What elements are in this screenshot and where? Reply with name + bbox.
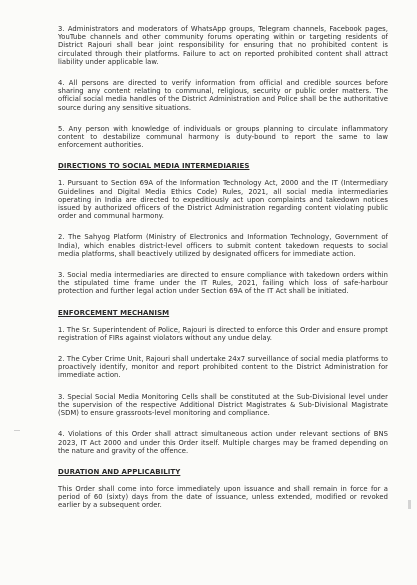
scan-mark	[14, 430, 20, 431]
paragraph: 3. Administrators and moderators of WhatsApp groups, Telegram channels, Facebook pages, YouTube channels and other community forums operating within or targeting residents of District Rajouri shall bear joint responsibility for ensuring that no prohibited content is circulated through their platforms. Failure to act on reported prohibited content shall attract liability under applicable law.	[58, 25, 388, 66]
paragraph: 2. The Sahyog Platform (Ministry of Electronics and Information Technology, Government of India), which enables district-level officers to submit content takedown requests to social media platforms, shall beactively utilized by designated officers for immediate action.	[58, 233, 388, 258]
paragraph: 4. Violations of this Order shall attract simultaneous action under relevant sections of BNS 2023, IT Act 2000 and under this Order itself. Multiple charges may be framed depending on the nature and gravity of the offence.	[58, 430, 388, 455]
paragraph: 5. Any person with knowledge of individuals or groups planning to circulate inflammatory content to destabilize communal harmony is duty-bound to report the same to law enforcement authorities.	[58, 124, 388, 150]
section-heading: ENFORCEMENT MECHANISM	[58, 308, 170, 317]
paragraph: 1. Pursuant to Section 69A of the Information Technology Act, 2000 and the IT (Intermediary Guidelines and Digital Media Ethics Code) Rules, 2021, all social media intermediaries operating in India are directed to expeditiously act upon complaints and takedown notices issued by authorized officers of the District Administration regarding content violating public order and communal harmony.	[58, 179, 388, 221]
enforcement-section	[58, 309, 388, 455]
intermediaries-section	[58, 162, 388, 295]
duration-section	[58, 468, 388, 510]
paragraph: 1. The Sr. Superintendent of Police, Rajouri is directed to enforce this Order and ensure prompt registration of FIRs against violators without any undue delay.	[58, 325, 388, 342]
paragraph: This Order shall come into force immediately upon issuance and shall remain in force for a period of 60 (sixty) days from the date of issuance, unless extended, modified or revoked earlier by a subsequent order.	[58, 484, 388, 510]
paragraph: 4. All persons are directed to verify information from official and credible sources before sharing any content relating to communal, religious, security or public order matters. The official social media handles of the District Administration and Police shall be the authoritative source during any sensitive situations.	[58, 79, 388, 112]
paragraph: 3. Social media intermediaries are directed to ensure compliance with takedown orders within the stipulated time frame under the IT Rules, 2021, failing which loss of safe-harbour protection and further legal action under Section 69A of the IT Act shall be initiated.	[58, 271, 388, 296]
scan-mark	[408, 500, 411, 509]
continuation-section	[58, 25, 388, 149]
paragraph: 3. Special Social Media Monitoring Cells shall be constituted at the Sub-Divisional level under the supervision of the respective Additional District Magistrates & Sub-Divisional Magistrate (SDM) to ensure grassroots-level monitoring and compliance.	[58, 392, 388, 418]
section-heading: DURATION AND APPLICABILITY	[58, 467, 181, 476]
document-body	[58, 25, 388, 523]
paragraph: 2. The Cyber Crime Unit, Rajouri shall undertake 24x7 surveillance of social media platforms to proactively identify, monitor and report prohibited content to the District Administration for immediate action.	[58, 355, 388, 380]
section-heading: DIRECTIONS TO SOCIAL MEDIA INTERMEDIARIES	[58, 162, 250, 171]
